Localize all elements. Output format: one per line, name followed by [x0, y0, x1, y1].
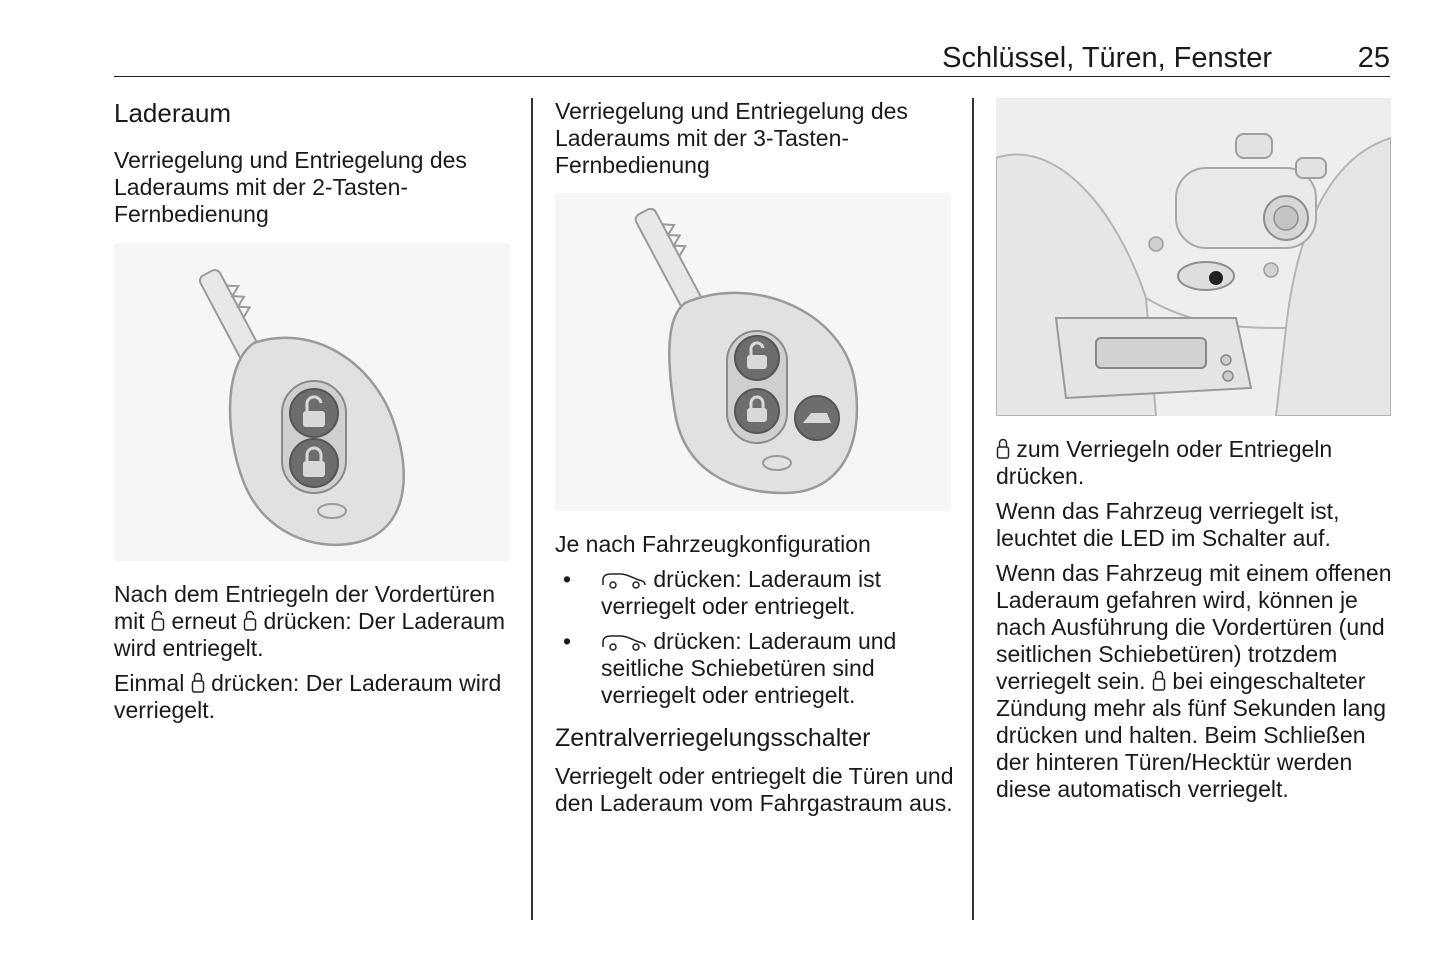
page-number: 25 [1357, 42, 1390, 74]
paragraph: Je nach Fahrzeugkonfiguration [555, 531, 871, 558]
van-icon [601, 570, 647, 590]
page-header [114, 40, 1390, 77]
paragraph: Verriegelt oder entriegelt die Türen und den Laderaum vom Fahrgastraum aus. [555, 763, 954, 817]
paragraph: Einmal drücken: Der Laderaum wird verriegelt. [114, 669, 502, 723]
list-item: • drücken: Laderaum ist verriegelt oder entriegelt. [563, 566, 881, 620]
paragraph: zum Verriegeln oder Entriegeln drücken. [996, 436, 1333, 489]
column-divider [972, 98, 974, 920]
list-item: • drücken: Laderaum und seitliche Schiebetüren sind verriegelt oder entriegelt. [563, 628, 897, 709]
lock-button-icon [996, 438, 1010, 460]
key-fob-2-button-icon [114, 243, 510, 561]
three-button-key-illustration [555, 193, 951, 511]
unlock-icon [243, 610, 257, 632]
section-heading: Laderaum [114, 98, 232, 128]
section-heading: Zentralverriegelungsschalter [555, 724, 871, 753]
lock-button-icon [1152, 670, 1166, 692]
van-icon [601, 632, 647, 652]
column-right [996, 98, 1394, 811]
column-middle [555, 98, 955, 825]
column-left [114, 98, 514, 732]
unlock-icon [151, 610, 165, 632]
ceiling-console-icon [996, 98, 1391, 416]
lock-icon [191, 672, 205, 694]
bullet-list [555, 566, 955, 709]
key-fob-3-button-icon [555, 193, 951, 511]
column-divider [531, 98, 533, 920]
subsection-heading: Verriegelung und Entriegelung des Laderaums mit der 3-Tasten-Fernbedienung [555, 98, 908, 179]
paragraph: Wenn das Fahrzeug verriegelt ist, leuchtet die LED im Schalter auf. [996, 498, 1340, 551]
central-locking-switch-illustration [996, 98, 1391, 416]
paragraph: Nach dem Entriegeln der Vordertüren mit erneut drücken: Der Laderaum wird entriegelt. [114, 580, 506, 661]
two-button-key-illustration [114, 243, 510, 561]
subsection-heading: Verriegelung und Entriegelung des Laderaums mit der 2-Tasten-Fernbedienung [114, 147, 467, 228]
running-title: Schlüssel, Türen, Fenster [942, 42, 1272, 74]
paragraph: Wenn das Fahrzeug mit einem offenen Laderaum gefahren wird, können je nach Ausführung die Vordertüren (und seitlichen Schiebetüren) trotzdem verriegelt sein. bei eingeschalteter Zündung mehr als fünf Sekunden lang drücken und halten. Beim Schließen der hinteren Türen/Hecktür werden diese automatisch verriegelt. [996, 560, 1392, 802]
